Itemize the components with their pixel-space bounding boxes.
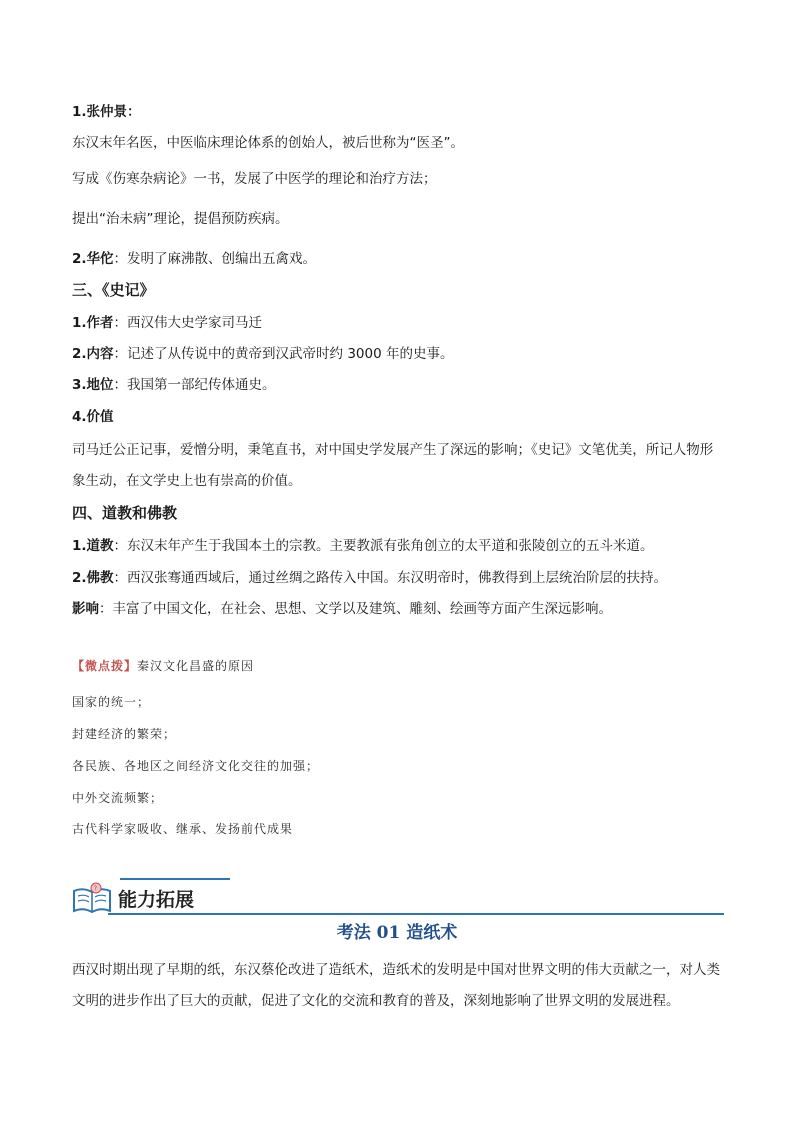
item-label: 4.价值 [72, 409, 114, 425]
shiji-content [72, 343, 724, 365]
tip-item: 古代科学家吸收、继承、发扬前代成果 [72, 822, 294, 836]
item-text: ：西汉张骞通西域后，通过丝绸之路传入中国。东汉明帝时，佛教得到上层统治阶层的扶持。 [113, 570, 668, 586]
section-heading-religion: 四、道教和佛教 [72, 504, 178, 522]
taoism-item [72, 535, 724, 557]
item-text: ：发明了麻沸散、创编出五禽戏。 [113, 251, 317, 267]
shiji-status [72, 374, 724, 396]
item-label: 2.华佗 [72, 251, 114, 267]
item-text: ：我国第一部纪传体通史。 [113, 377, 276, 393]
buddhism-item [72, 567, 724, 589]
paragraph-line: 写成《伤寒杂病论》一书，发展了中医学的理论和治疗方法； [72, 171, 437, 187]
item-label: 1.作者 [72, 315, 114, 331]
svg-text:?: ? [93, 884, 98, 893]
item-label: 1.道教 [72, 538, 114, 554]
tip-item: 各民族、各地区之间经济文化交往的加强； [72, 759, 320, 773]
tip-title: 秦汉文化昌盛的原因 [137, 659, 255, 673]
tip-item: 封建经济的繁荣； [72, 727, 177, 741]
item-label: 2.内容 [72, 346, 114, 362]
item-label: 1.张仲景： [72, 104, 141, 120]
kaofa-paragraph: 西汉时期出现了早期的纸，东汉蔡伦改进了造纸术，造纸术的发明是中国对世界文明的伟大贡献之一，对人类文明的进步作出了巨大的贡献，促进了文化的交流和教育的普及，深刻地影响了世界文明的发展进程。 [72, 962, 720, 1009]
item-text: ：西汉伟大史学家司马迁 [113, 315, 263, 331]
ability-banner [72, 875, 724, 917]
banner-rule [108, 913, 724, 915]
shiji-author [72, 312, 724, 334]
tip-item: 中外交流频繁； [72, 791, 164, 805]
kaofa-title: 考法 01 造纸术 [336, 923, 458, 943]
banner-top-line [120, 878, 230, 880]
item-text: ：记述了从传说中的黄帝到汉武帝时约 3000 年的史事。 [113, 346, 454, 362]
item-text: ：丰富了中国文化，在社会、思想、文学以及建筑、雕刻、绘画等方面产生深远影响。 [99, 601, 612, 617]
shiji-value-text: 司马迁公正记事，爱憎分明，秉笔直书，对中国史学发展产生了深远的影响；《史记》文笔优美，所记人物形象生动，在文学史上也有崇高的价值。 [72, 442, 714, 489]
item-huatuo [72, 248, 724, 270]
item-label: 影响 [72, 601, 99, 617]
influence-item [72, 598, 724, 620]
tip-heading [72, 655, 724, 677]
tip-item: 国家的统一； [72, 695, 151, 709]
banner-title: 能力拓展 [118, 889, 195, 911]
paragraph-line: 东汉末年名医，中医临床理论体系的创始人，被后世称为“医圣”。 [72, 135, 464, 151]
item-label: 2.佛教 [72, 570, 114, 586]
book-icon [72, 881, 112, 915]
tip-label: 【微点拨】 [72, 659, 138, 673]
item-label: 3.地位 [72, 377, 114, 393]
paragraph-line: 提出“治未病”理论，提倡预防疾病。 [72, 211, 289, 227]
item-zhangzhongjing-label [72, 101, 724, 123]
shiji-value-label [72, 406, 724, 428]
section-heading-shiji: 三、《史记》 [72, 281, 155, 299]
item-text: ：东汉末年产生于我国本土的宗教。主要教派有张角创立的太平道和张陵创立的五斗米道。 [113, 538, 654, 554]
